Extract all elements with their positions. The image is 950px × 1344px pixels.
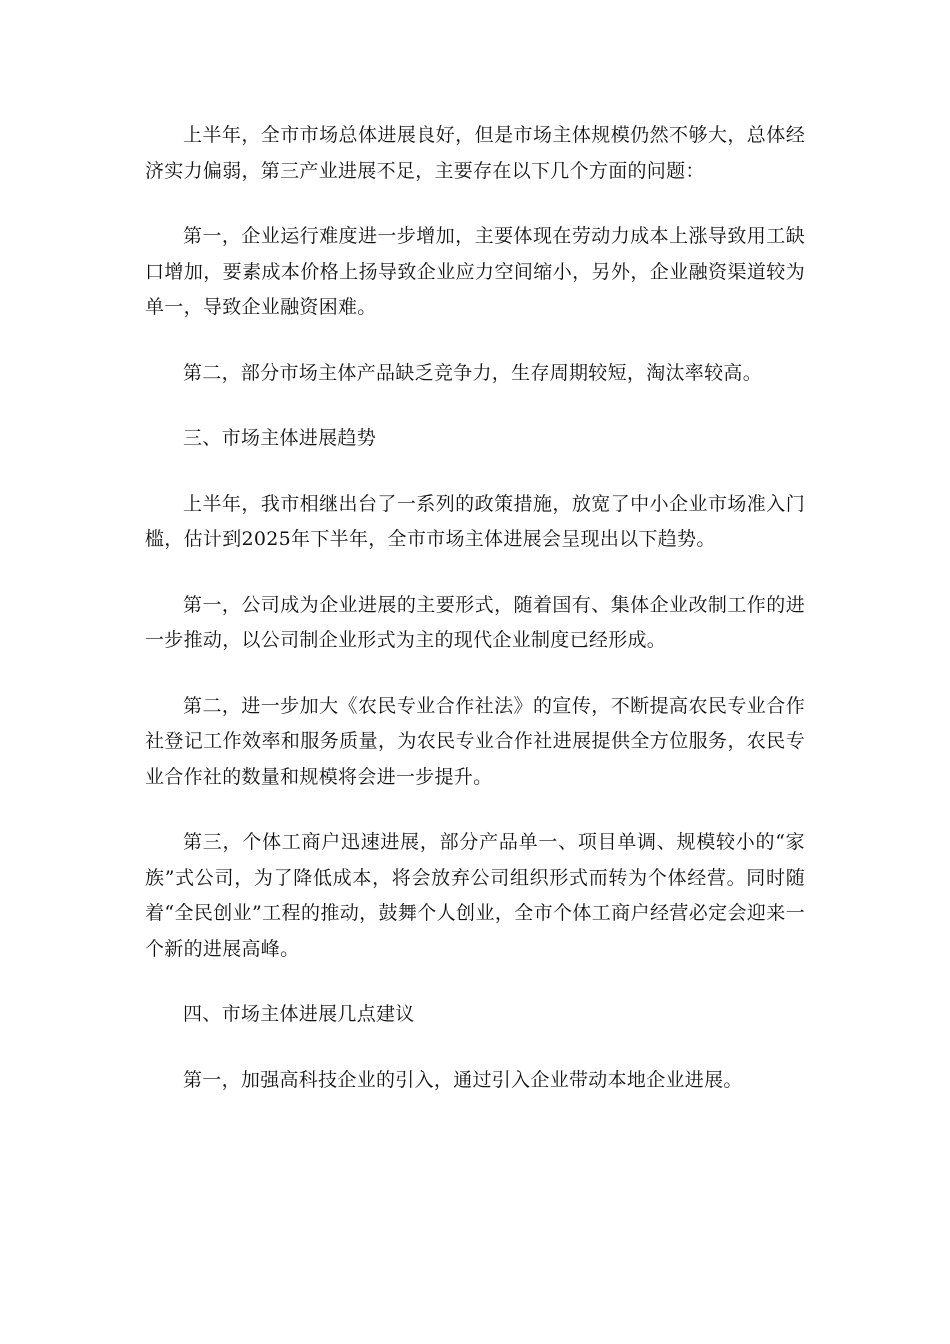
section-heading-trends: 三、市场主体进展趋势 — [183, 427, 377, 449]
paragraph-trend-individual-business: 第三，个体工商户迅速进展，部分产品单一、项目单调、规模较小的“家族”式公司，为了降低成本，将会放弃公司组织形式而转为个体经营。同时随着“全民创业”工程的推动，鼓舞个人创业，全市个体工商户经营必定会迎来一个新的进展高峰。 — [145, 831, 805, 960]
section-heading-suggestions: 四、市场主体进展几点建议 — [183, 1003, 415, 1025]
paragraph-suggestion-hightech: 第一，加强高科技企业的引入，通过引入企业带动本地企业进展。 — [183, 1068, 743, 1091]
paragraph-trends-intro: 上半年，我市相继出台了一系列的政策措施，放宽了中小企业市场准入门槛，估计到2025年下半年，全市市场主体进展会呈现出以下趋势。 — [145, 492, 805, 550]
document-body — [145, 118, 805, 1128]
paragraph-trend-company-form: 第一，公司成为企业进展的主要形式，随着国有、集体企业改制工作的进一步推动，以公司制企业形式为主的现代企业制度已经形成。 — [145, 593, 805, 651]
paragraph-issue-operating-difficulty: 第一，企业运行难度进一步增加，主要体现在劳动力成本上涨导致用工缺口增加，要素成本价格上扬导致企业应力空间缩小，另外，企业融资渠道较为单一，导致企业融资困难。 — [145, 225, 805, 318]
paragraph-issue-competitiveness: 第二，部分市场主体产品缺乏竞争力，生存周期较短，淘汰率较高。 — [183, 361, 763, 384]
paragraph-market-overview: 上半年，全市市场总体进展良好，但是市场主体规模仍然不够大，总体经济实力偏弱，第三产业进展不足，主要存在以下几个方面的问题： — [145, 124, 805, 182]
paragraph-trend-cooperatives: 第二，进一步加大《农民专业合作社法》的宣传，不断提高农民专业合作社登记工作效率和服务质量，为农民专业合作社进展提供全方位服务，农民专业合作社的数量和规模将会进一步提升。 — [145, 694, 805, 788]
